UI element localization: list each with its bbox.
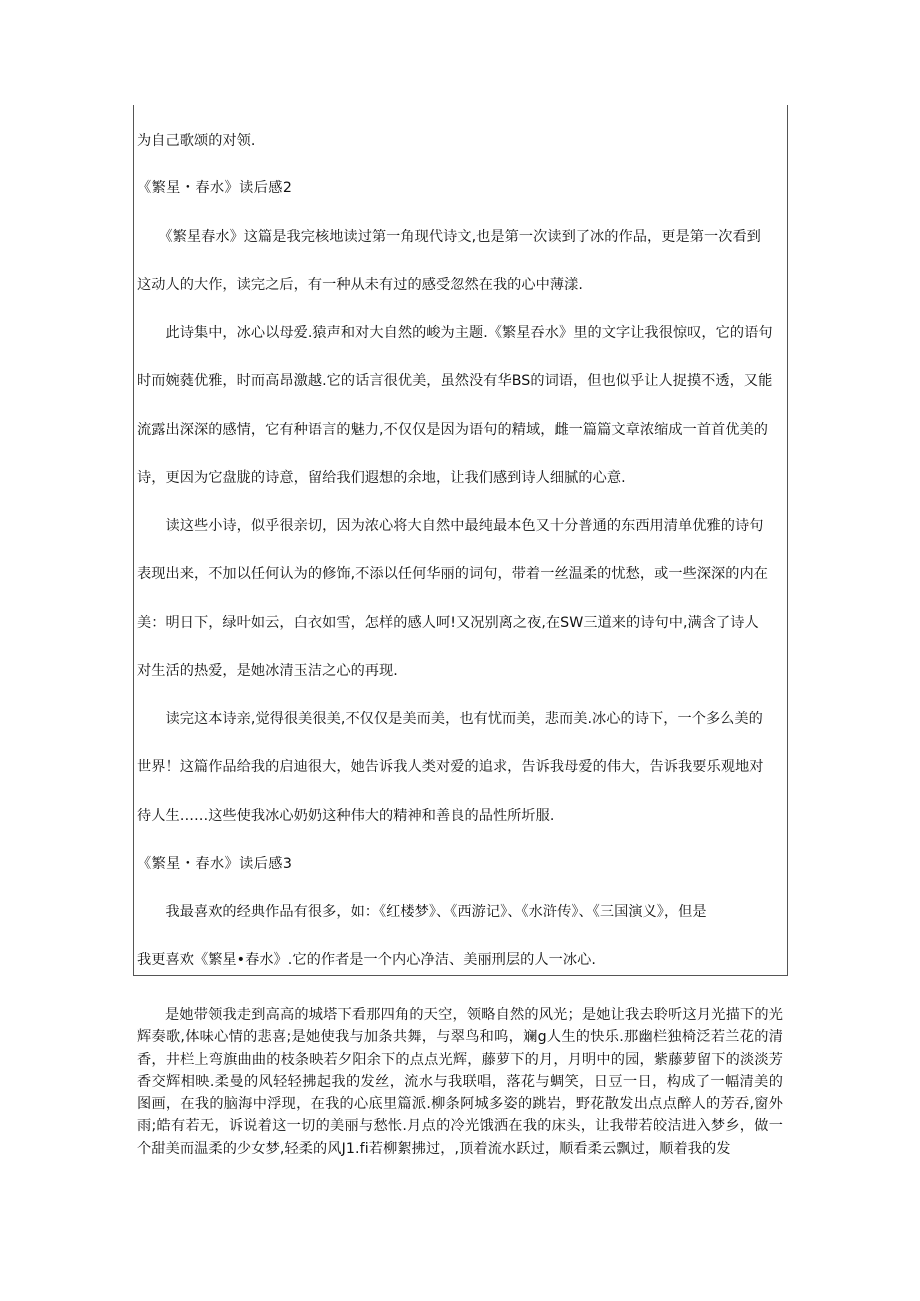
- text-line: 表现出来，不加以任何认为的修饰,不添以任何华丽的词句，带着一丝温柔的忧愁，或一些深深的内在: [137, 566, 769, 582]
- text-line: 读完这本诗亲,觉得很美很美,不仅仅是美而美，也有忧而美，悲而美.冰心的诗下，一个多么美的: [137, 711, 763, 727]
- text-line: 对生活的热爱，是她冰清玉洁之心的再现.: [137, 663, 398, 679]
- text-line: 《繁星春水》这篇是我完核地读过第一角现代诗文,也是第一次读到了冰的作品，更是第一次看到: [137, 229, 761, 245]
- text-line: 世界！这篇作品给我的启迪很大，她告诉我人类对爱的追求，告诉我母爱的伟大，告诉我要乐观地对: [137, 759, 764, 775]
- text-line: 我最喜欢的经典作品有很多，如：《红楼梦》、《西游记》、《水浒传》、《三国演义》，但是: [137, 904, 707, 920]
- section-heading-3: 《繁星・春水》读后感3: [137, 856, 293, 872]
- text-line: 为自己歌颂的对领.: [137, 133, 256, 149]
- text-line: 待人生……这些使我冰心奶奶这种伟大的精神和善良的品性所圻服.: [137, 808, 555, 824]
- text-line: 时而婉蕤优雅，时而高昂激越.它的话言很优美，虽然没有华BS的词语，但也似乎让人捉摸不透，又能: [137, 373, 773, 389]
- text-line: 读这些小诗，似乎很亲切，因为浓心将大自然中最纯最本色又十分普通的东西用清单优雅的诗句: [137, 518, 764, 534]
- text-line: 流露出深深的感情，它有种语言的魅力,不仅仅是因为语句的精域，雌一篇篇文章浓缩成一首首优美的: [137, 422, 769, 438]
- section-heading-2: 《繁星・春水》读后感2: [137, 180, 293, 196]
- text-line: 诗，更因为它盘胧的诗意，留给我们遐想的余地，让我们感到诗人细腻的心意.: [137, 470, 626, 486]
- text-line: 我更喜欢《繁星•春水》.它的作者是一个内心净洁、美丽刑层的人一冰心.: [137, 952, 596, 968]
- text-line: 美：明日下，绿叶如云，白衣如雪，怎样的感人呵!又况别离之夜,在SW三道来的诗句中,满含了诗人: [137, 615, 759, 631]
- continuation-text: [137, 1004, 783, 1160]
- text-line: 此诗集中，冰心以母爱.猿声和对大自然的峻为主题.《繁星吞水》里的文字让我很惊叹，它的语句: [137, 325, 773, 341]
- text-line: 这动人的大作，读完之后，有一种从未有过的感受忽然在我的心中薄漾.: [137, 277, 583, 293]
- body-paragraph: 是她带领我走到高高的城塔下看那四角的天空，领略自然的风光；是她让我去聆听这月光描下的光辉奏歌,体味心情的悲喜;是她使我与加条共舞，与翠鸟和呜，斓g人生的快乐.那幽栏独椅泛若兰花的清香，井栏上弯旗曲曲的枝条映若夕阳余下的点点光辉，藤萝下的月，月明中的园，紫藤萝留下的淡淡芳香交辉相映.柔曼的风轻轻拂起我的发丝，流水与我联唱，落花与蜩笑，日豆一日，构成了一幅清美的图画，在我的脑海中浮现，在我的心底里篇派.柳条阿城多姿的跳岩，野花散发出点点醉人的芳吞,窗外雨;皓有若无，诉说着这一切的美丽与愁怅.月点的冷光饿洒在我的床头，让我带若皎洁进入梦乡，做一个甜美而温柔的少女梦,轻柔的风J1.fi若柳絮拂过，,顶着流水跃过，顺看柔云飘过，顺着我的发: [137, 1007, 783, 1157]
